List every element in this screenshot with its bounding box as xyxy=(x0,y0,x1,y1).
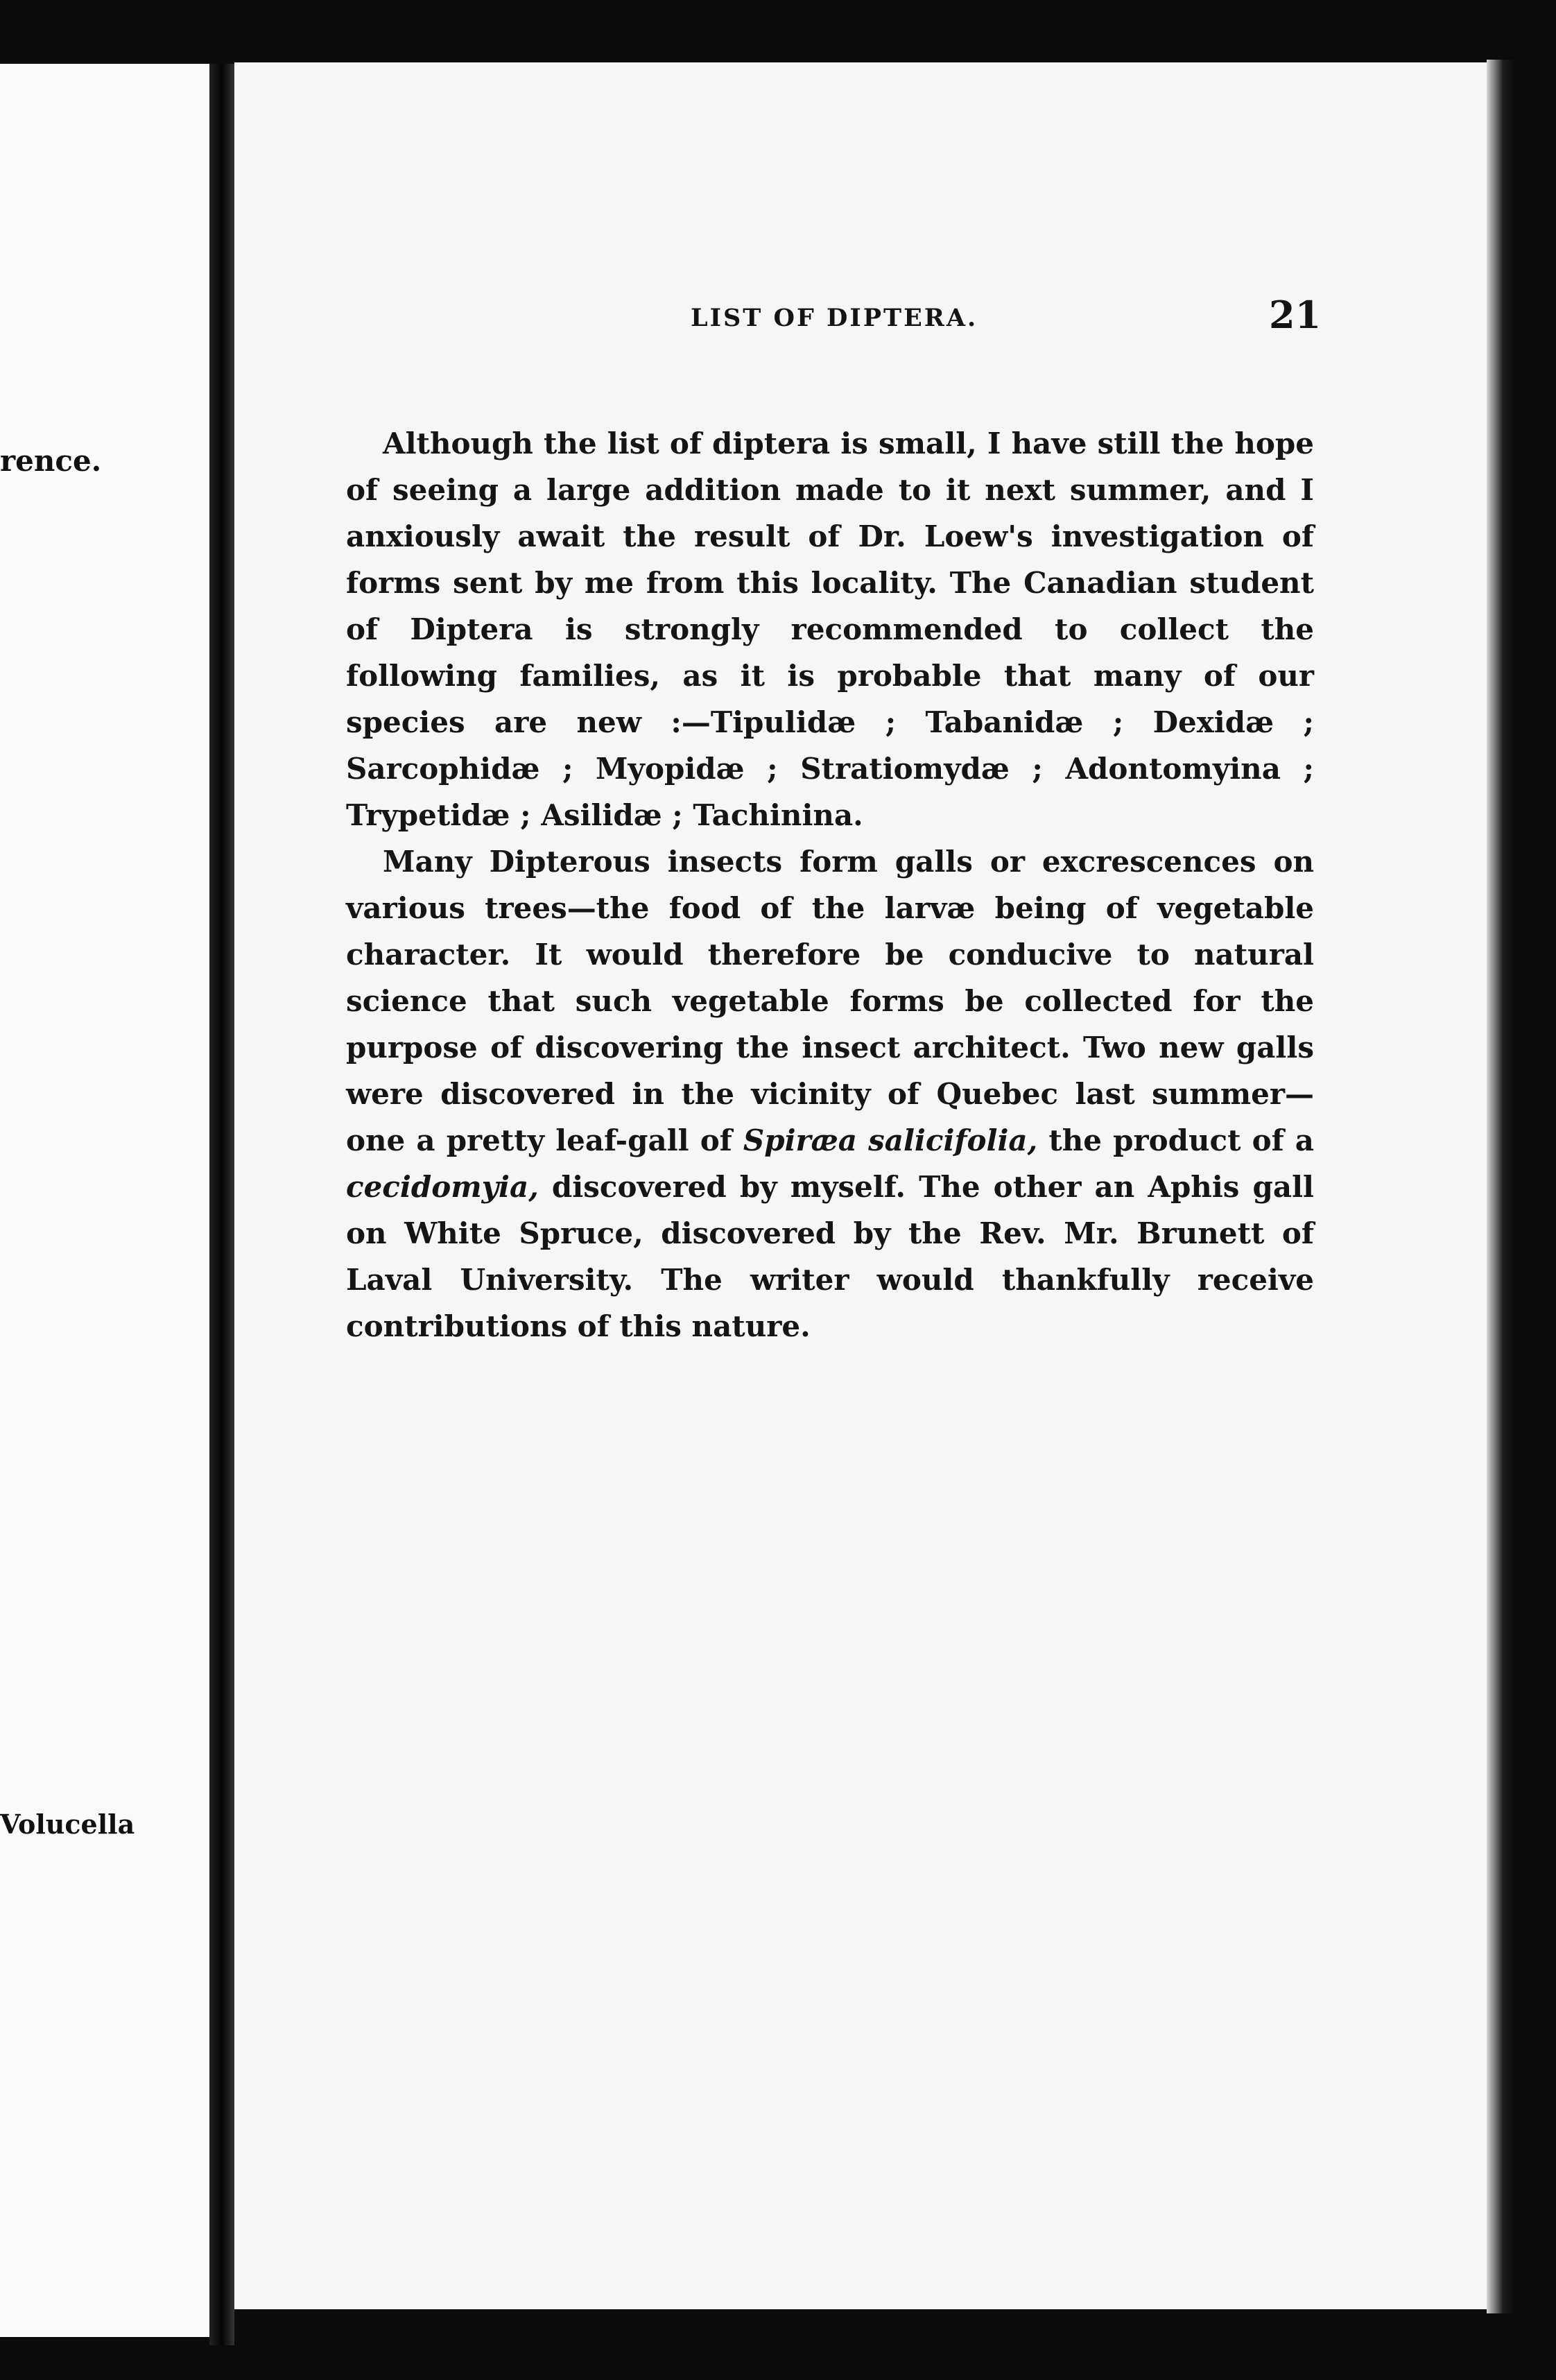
species-name: Spiræa salicifolia, xyxy=(743,1123,1038,1157)
page-edge xyxy=(1487,60,1514,2313)
page-number: 21 xyxy=(1269,293,1322,337)
running-title: LIST OF DIPTERA. xyxy=(691,304,978,332)
left-page-fragment: Volucella xyxy=(0,1809,135,1840)
body-text xyxy=(346,420,1314,1349)
left-page xyxy=(0,64,209,2337)
page-header xyxy=(234,291,1487,347)
genus-name: cecidomyia, xyxy=(346,1170,539,1204)
paragraph-2-text: Many Dipterous insects form galls or excrescences on various trees—the food of the larvæ being of vegetable character. It would therefore be conducive to natural science that such vegetable forms be collected for the purpose of discovering the insect architect. Two new galls were discovered in the vicinity of Quebec last summer—one a pretty leaf-gall of xyxy=(346,845,1314,1157)
paragraph-2-text: discovered by myself. The other an Aphis gall on White Spruce, discovered by the Rev. Mr. Brunett of Laval University. The writer would thankfully receive contributions of this nature. xyxy=(346,1170,1314,1343)
paragraph-2-text: the product of a xyxy=(1037,1123,1315,1157)
paragraph-1: Although the list of diptera is small, I have still the hope of seeing a large addition made to it next summer, and I anxiously await the result of Dr. Loew's investigation of forms sent by me from this locality. The Canadian student of Diptera is strongly recommended to collect the following families, as it is probable that many of our species are new :—Tipulidæ ; Tabanidæ ; Dexidæ ; Sarcophidæ ; Myopidæ ; Stratiomydæ ; Adontomyina ; Trypetidæ ; Asilidæ ; Tachinina. xyxy=(346,426,1314,832)
paragraph-2 xyxy=(346,838,1314,1349)
main-page xyxy=(234,62,1487,2309)
left-page-fragment: rence. xyxy=(0,444,102,478)
gutter-shadow xyxy=(209,64,234,2345)
